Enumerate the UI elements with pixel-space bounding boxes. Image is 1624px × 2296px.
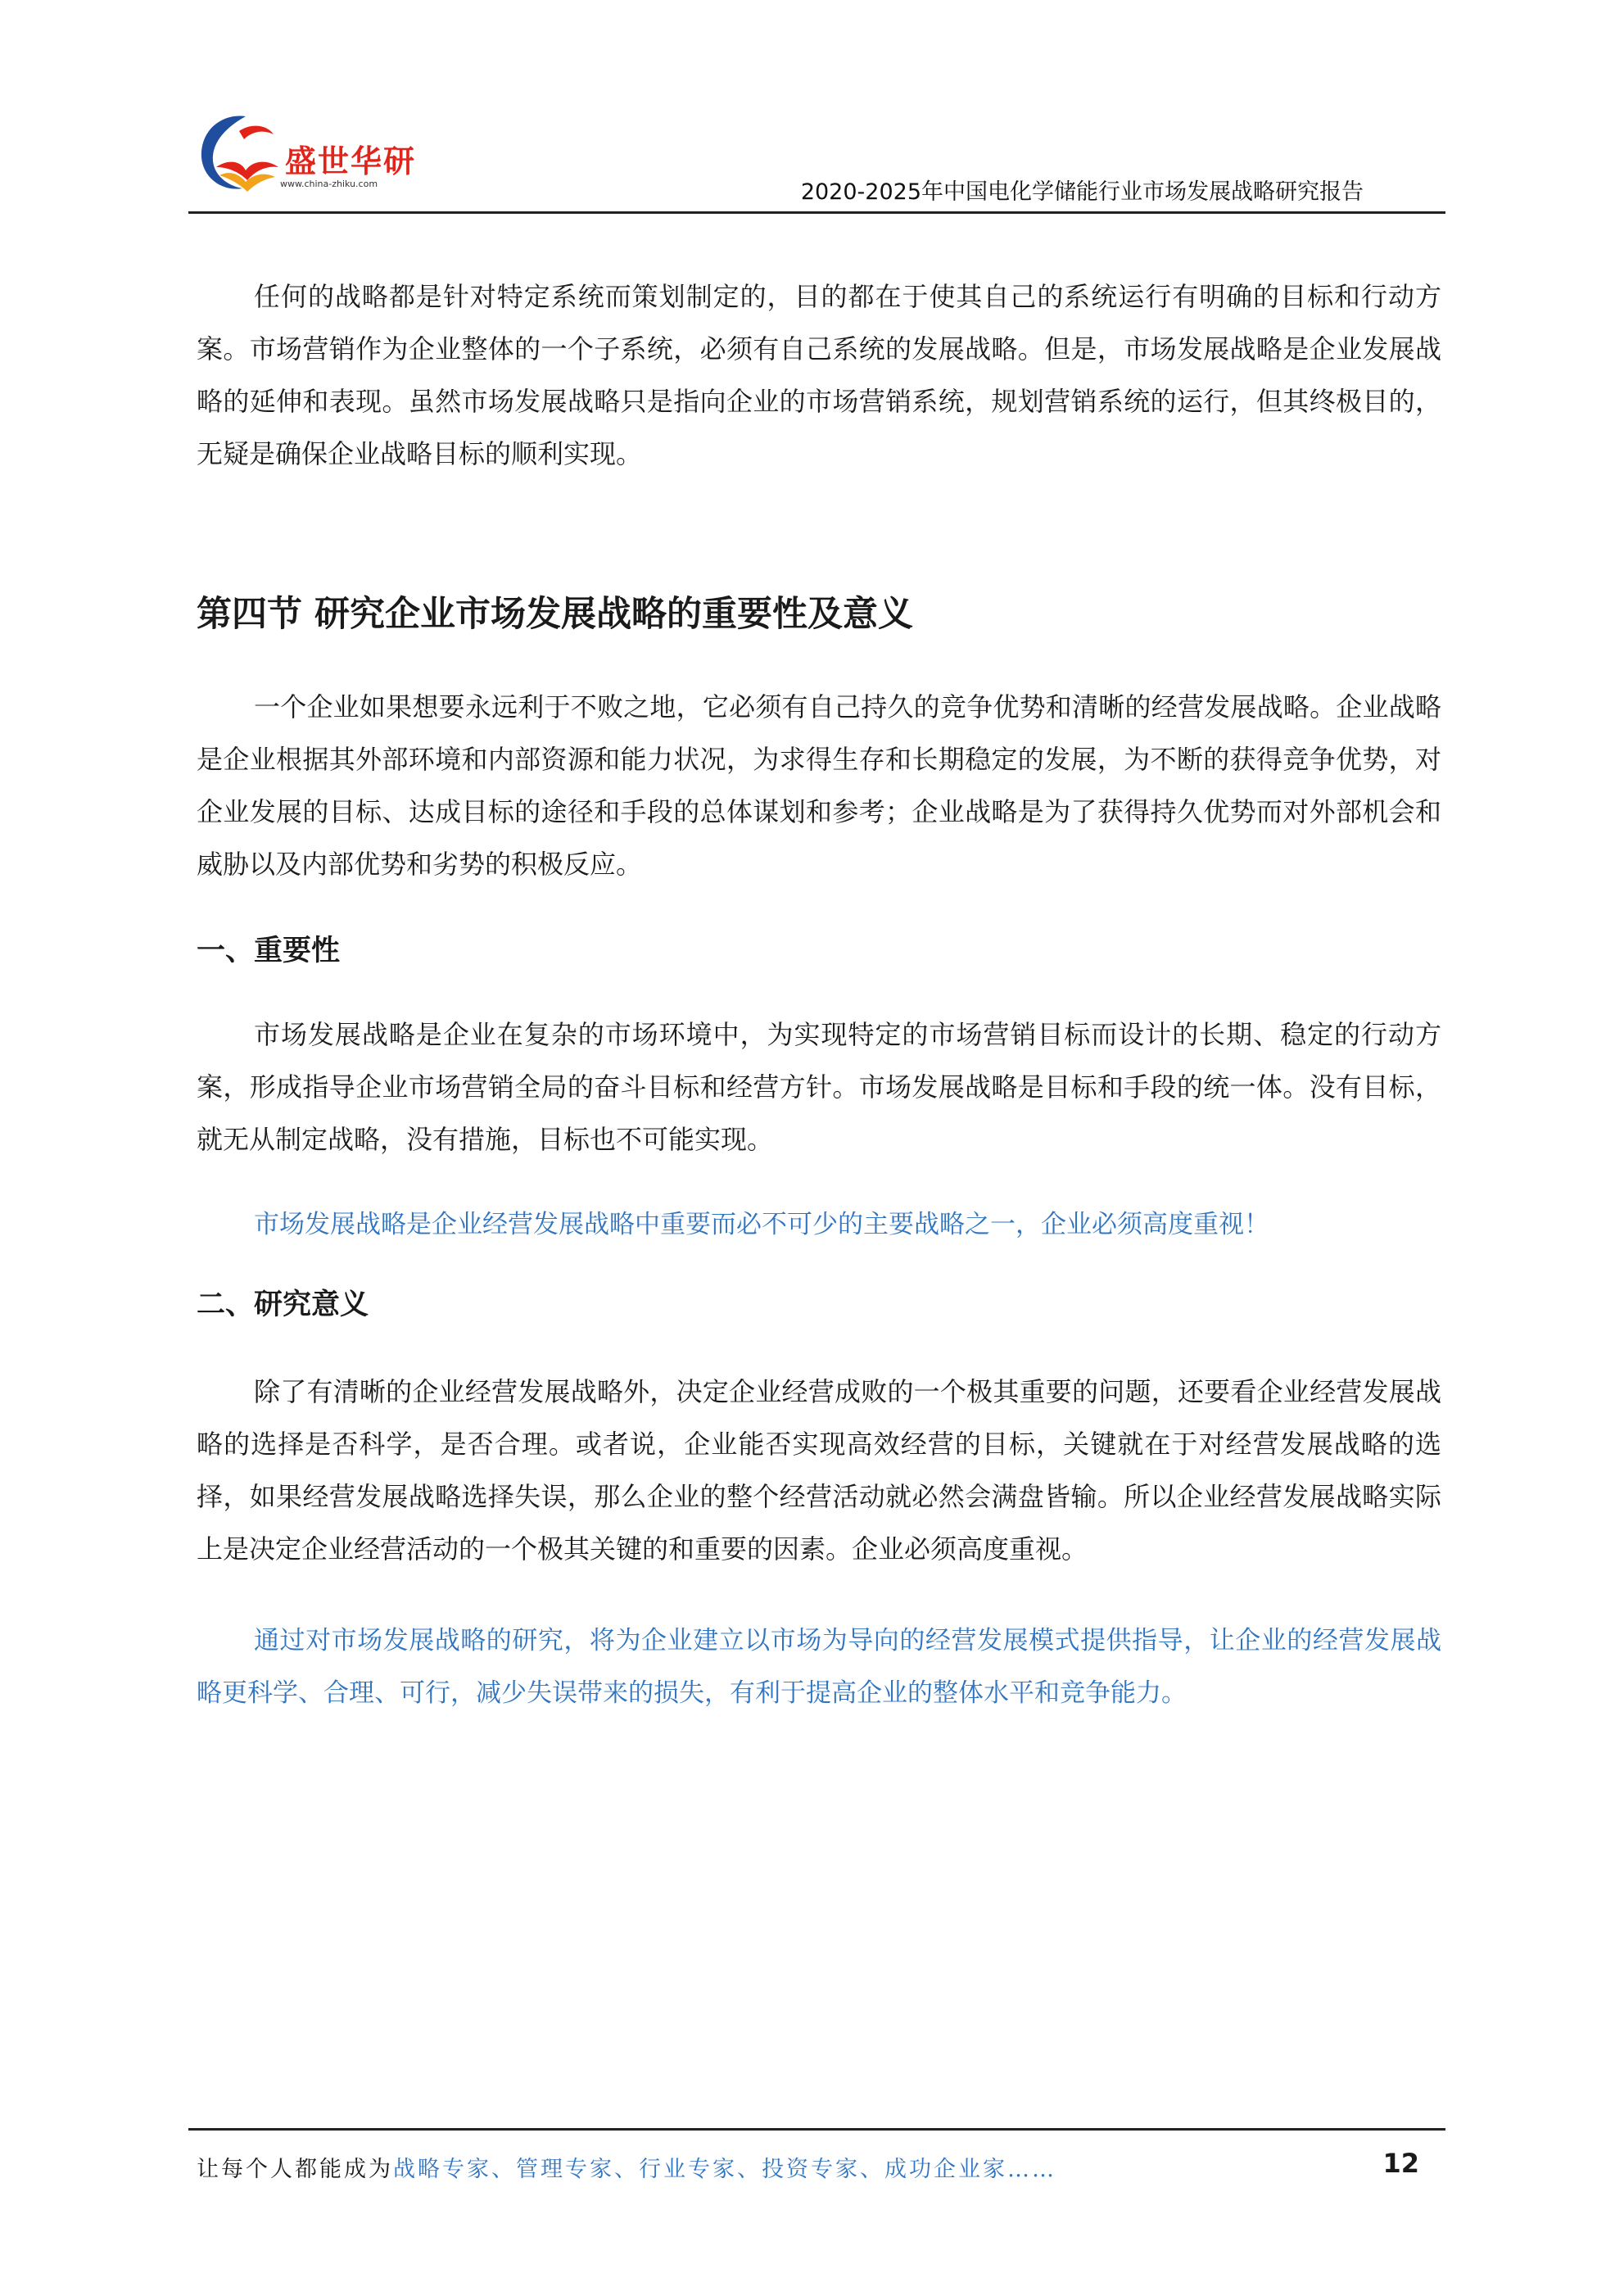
intro-paragraph: 任何的战略都是针对特定系统而策划制定的，目的都在于使其自己的系统运行有明确的目标和行动方案。市场营销作为企业整体的一个子系统，必须有自己系统的发展战略。但是，市场发展战略是企业发展战略的延伸和表现。虽然市场发展战略只是指向企业的市场营销系统，规划营销系统的运行，但其终极目的，无疑是确保企业战略目标的顺利实现。 [197, 281, 1441, 469]
section-paragraph: 一个企业如果想要永远利于不败之地，它必须有自己持久的竞争优势和清晰的经营发展战略。企业战略是企业根据其外部环境和内部资源和能力状况，为求得生存和长期稳定的发展，为不断的获得竞争优势，对企业发展的目标、达成目标的途径和手段的总体谋划和参考；企业战略是为了获得持久优势而对外部机会和威胁以及内部优势和劣势的积极反应。 [197, 691, 1441, 880]
footer-slogan [197, 2151, 1056, 2183]
company-logo [188, 106, 434, 205]
header-divider [188, 211, 1445, 214]
section-title: 第四节 研究企业市场发展战略的重要性及意义 [197, 594, 913, 635]
slogan-roles: 战略专家、管理专家、行业专家、投资专家、成功企业家…… [393, 2157, 1056, 2182]
significance-paragraph: 除了有清晰的企业经营发展战略外，决定企业经营成败的一个极其重要的问题，还要看企业经营发展战略的选择是否科学，是否合理。或者说，企业能否实现高效经营的目标，关键就在于对经营发展战略的选择，如果经营发展战略选择失误，那么企业的整个经营活动就必然会满盘皆输。所以企业经营发展战略实际上是决定企业经营活动的一个极其关键的和重要的因素。企业必须高度重视。 [197, 1376, 1441, 1565]
logo-text: 盛世华研 [285, 143, 417, 179]
significance-highlight: 通过对市场发展战略的研究，将为企业建立以市场为导向的经营发展模式提供指导，让企业的经营发展战略更科学、合理、可行，减少失误带来的损失，有利于提高企业的整体水平和竞争能力。 [197, 1626, 1441, 1708]
importance-paragraph: 市场发展战略是企业在复杂的市场环境中，为实现特定的市场营销目标而设计的长期、稳定的行动方案，形成指导企业市场营销全局的奋斗目标和经营方针。市场发展战略是目标和手段的统一体。没有目标，就无从制定战略，没有措施，目标也不可能实现。 [197, 1019, 1441, 1155]
page-content [197, 270, 1441, 1719]
subsection-significance-title: 二、研究意义 [197, 1288, 369, 1321]
report-title: 2020-2025年中国电化学储能行业市场发展战略研究报告 [800, 179, 1364, 205]
logo-mark-icon [188, 106, 295, 205]
slogan-prefix: 让每个人都能成为 [197, 2157, 393, 2182]
logo-url: www.china-zhiku.com [280, 179, 378, 189]
page-number: 12 [1382, 2148, 1419, 2179]
footer-divider [188, 2128, 1445, 2131]
importance-highlight: 市场发展战略是企业经营发展战略中重要而必不可少的主要战略之一，企业必须高度重视！ [254, 1210, 1269, 1239]
subsection-importance-title: 一、重要性 [197, 935, 341, 967]
